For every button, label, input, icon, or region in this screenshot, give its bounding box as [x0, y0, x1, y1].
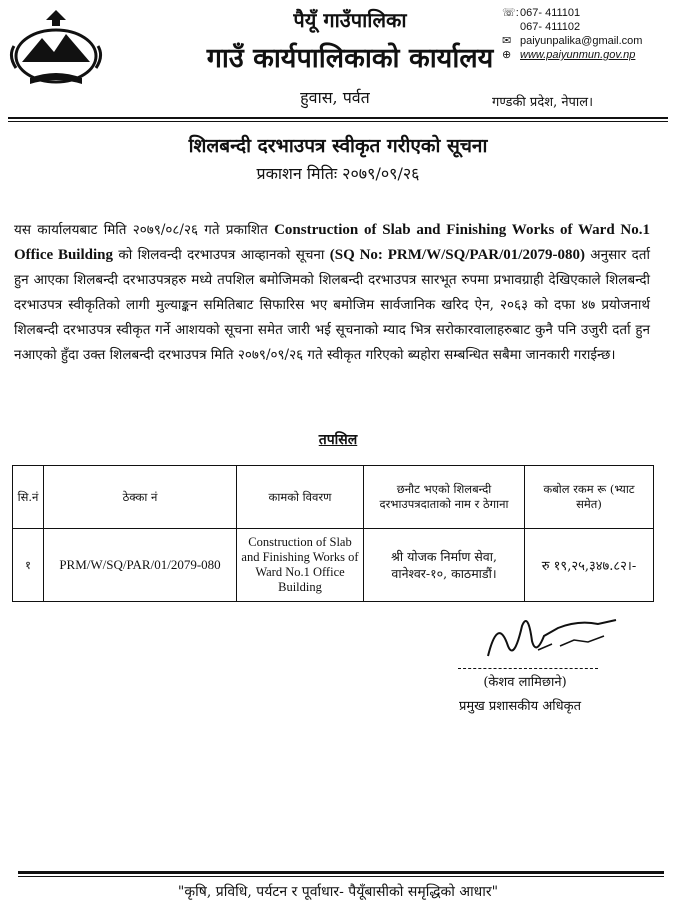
cell-contract-no: PRM/W/SQ/PAR/01/2079-080 — [44, 529, 237, 602]
contact-block — [502, 6, 670, 62]
details-heading: तपसिल — [318, 432, 358, 448]
project-title: Construction of Slab and Finishing Works of Ward No.1 Office Building — [14, 222, 650, 263]
office-address: हुवास, पर्वत — [300, 88, 370, 107]
phone-number-2: 067- 411102 — [520, 21, 581, 33]
email-icon: ✉ — [502, 35, 512, 47]
signatory-name: (केशव लामिछाने) — [483, 675, 567, 690]
body-text-1: यस कार्यालयबाट मिति २०७९/०८/२६ गते प्रकाशित — [14, 222, 275, 238]
footer-motto: "कृषि, प्रविधि, पर्यटन र पूर्वाधार- पैयूँबासीको समृद्धिको आधार" — [177, 884, 499, 900]
nepal-emblem-icon — [8, 6, 104, 88]
signature-line — [458, 668, 598, 669]
header-contract-no: ठेक्का नं — [44, 466, 237, 529]
phone-icon: ☏: — [502, 7, 519, 19]
notice-title: शिलबन्दी दरभाउपत्र स्वीकृत गरीएको सूचना — [188, 135, 488, 157]
sq-number: (SQ No: PRM/W/SQ/PAR/01/2079-080) — [329, 247, 585, 263]
header-serial: सि.नं — [13, 466, 44, 529]
signatory-role: प्रमुख प्रशासकीय अधिकृत — [458, 699, 582, 714]
award-table — [12, 465, 654, 602]
header-divider-thin — [8, 121, 668, 122]
body-text-2: को शिलवन्दी दरभाउपत्र आव्हानको सूचना — [113, 247, 330, 263]
table-row — [13, 529, 654, 602]
cell-bidder: श्री योजक निर्माण सेवा, वानेश्वर-१०, काठमाडौं। — [364, 529, 525, 602]
notice-body — [14, 218, 650, 368]
phone-number-1: 067- 411101 — [520, 7, 581, 19]
body-text-3: अनुसार दर्ता हुन आएका शिलबन्दी दरभाउपत्रहरु मध्ये तपशिल बमोजिमको शिलबन्दी दरभाउपत्र सारभूत रुपमा प्रभावग्राही देखिएकाले शिलबन्दी दरभाउपत्र स्वीकृतिको लागी मुल्याङ्कन समितिबाट सिफारिस भए बमोजिम सार्वजानिक खरिद ऐन, २०६३ को दफा ४७ प्रयोजनार्थ शिलबन्दी दरभाउपत्र स्वीकृत गर्ने आशयको सूचना समेत जारी भई सूचनाको म्याद भित्र सरोकारवालाहरुबाट कुनै पनि उजुरी दर्ता हुन नआएको हुँदा उक्त शिलबन्दी दरभाउपत्र मिति २०७९/०९/२६ गते स्वीकृत गरिएको ब्यहोरा सम्बन्धित सबैमा जानकारी गराईन्छ। — [14, 247, 650, 363]
header-bid-amount: कबोल रकम रू (भ्याट समेत) — [525, 466, 654, 529]
globe-icon: ⊕ — [502, 49, 512, 61]
publication-date: प्रकाशन मितिः २०७९/०९/२६ — [256, 164, 420, 183]
website-link[interactable]: www.paiyunmun.gov.np — [520, 49, 636, 61]
cell-serial: १ — [13, 529, 44, 602]
email-address[interactable]: paiyunpalika@gmail.com — [520, 35, 643, 47]
cell-bid-amount: रु १९,२५,३४७.८२।- — [525, 529, 654, 602]
header-bidder: छनौट भएको शिलबन्दी दरभाउपत्रदाताको नाम र ठेगाना — [364, 466, 525, 529]
municipality-name: पैयूँ गाउँपालिका — [293, 8, 407, 32]
header-work-description: कामको विवरण — [237, 466, 364, 529]
office-name: गाउँ कार्यपालिकाको कार्यालय — [206, 43, 494, 74]
footer-divider — [18, 871, 664, 874]
footer-divider-thin — [18, 876, 664, 877]
signature-mark — [478, 606, 626, 668]
table-header-row — [13, 466, 654, 529]
province-label: गण्डकी प्रदेश, नेपाल। — [492, 95, 594, 110]
header-divider — [8, 117, 668, 119]
cell-work-description: Construction of Slab and Finishing Works of Ward No.1 Office Building — [237, 529, 364, 602]
